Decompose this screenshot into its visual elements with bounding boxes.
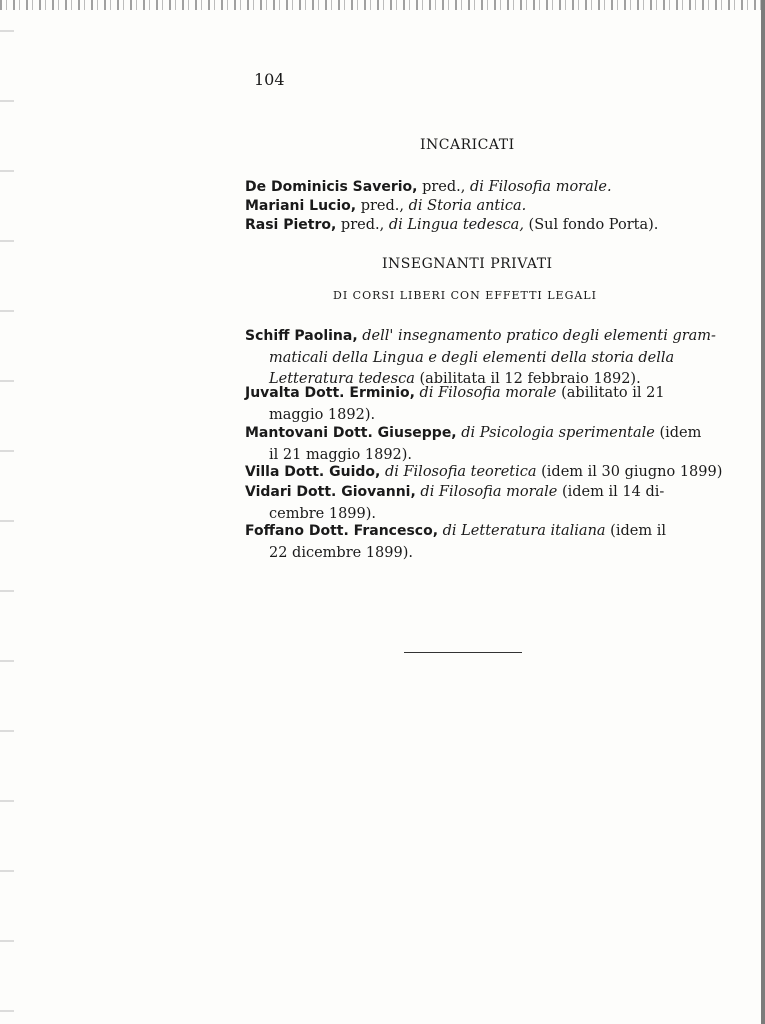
entry-name: Mantovani Dott. Giuseppe, — [245, 425, 457, 441]
entry-role: pred., — [417, 179, 470, 195]
entry-name: Rasi Pietro, — [245, 217, 337, 233]
entry-juvalta — [245, 383, 685, 426]
entry-schiff — [245, 326, 716, 391]
entry-name: Foffano Dott. Francesco, — [245, 523, 439, 539]
entry-note: (abilitata il 12 febbraio 1892). — [414, 371, 641, 387]
entry-subject: di Lingua tedesca, — [388, 217, 524, 233]
entry-name: Vidari Dott. Giovanni, — [245, 484, 416, 500]
entry-note-cont: 22 dicembre 1899). — [269, 544, 414, 561]
entry-note: (idem — [654, 425, 702, 441]
page-number: 104 — [254, 70, 285, 89]
entry-villa — [245, 462, 723, 484]
entry-subject: di Filosofia morale — [414, 385, 557, 401]
entry-name: Juvalta Dott. Erminio, — [245, 385, 415, 401]
entry-subject: di Filosofia morale — [415, 484, 558, 500]
entry-subject-cont: Letteratura tedesca — [269, 371, 415, 387]
entry-mantovani — [245, 423, 702, 466]
entry-subject: di Letteratura italiana — [438, 523, 606, 539]
entry-subject: di Filosofia teoretica — [380, 464, 537, 480]
entry-subject: di Filosofia morale. — [470, 179, 612, 195]
entry-note-cont: il 21 maggio 1892). — [269, 446, 413, 463]
heading-incaricati: INCARICATI — [420, 137, 515, 153]
entry-note: (idem il 30 giugno 1899) — [536, 464, 723, 480]
end-rule — [404, 652, 522, 653]
entry-subject: di Psicologia sperimentale — [456, 425, 655, 441]
entry-subject: dell' insegnamento pratico degli elementi gram- — [357, 328, 716, 344]
entry-note-cont: cembre 1899). — [269, 505, 377, 522]
scan-left-edge — [0, 0, 14, 1024]
entry-note: (Sul fondo Porta). — [523, 217, 659, 233]
entry-name: Mariani Lucio, — [245, 198, 357, 214]
entry-note: (idem il — [605, 523, 666, 539]
entry-name: De Dominicis Saverio, — [245, 179, 418, 195]
subheading-corsi-liberi: DI CORSI LIBERI CON EFFETTI LEGALI — [333, 289, 597, 302]
entry-name: Villa Dott. Guido, — [245, 464, 381, 480]
entry-note: (abilitato il 21 — [556, 385, 665, 401]
entry-role: pred., — [356, 198, 409, 214]
entry-foffano — [245, 521, 685, 564]
entry-note: (idem il 14 di- — [557, 484, 665, 500]
entry-role: pred., — [336, 217, 389, 233]
heading-insegnanti-privati: INSEGNANTI PRIVATI — [382, 256, 553, 272]
scan-top-edge — [0, 0, 765, 10]
entry-subject-cont: maticali della Lingua e degli elementi della storia della — [269, 349, 675, 366]
entry-name: Schiff Paolina, — [245, 328, 358, 344]
entry-subject: di Storia antica. — [408, 198, 527, 214]
entry-note-cont: maggio 1892). — [269, 406, 376, 423]
entry-rasi — [245, 215, 685, 237]
scan-right-edge — [761, 0, 765, 1024]
entry-vidari — [245, 482, 685, 525]
